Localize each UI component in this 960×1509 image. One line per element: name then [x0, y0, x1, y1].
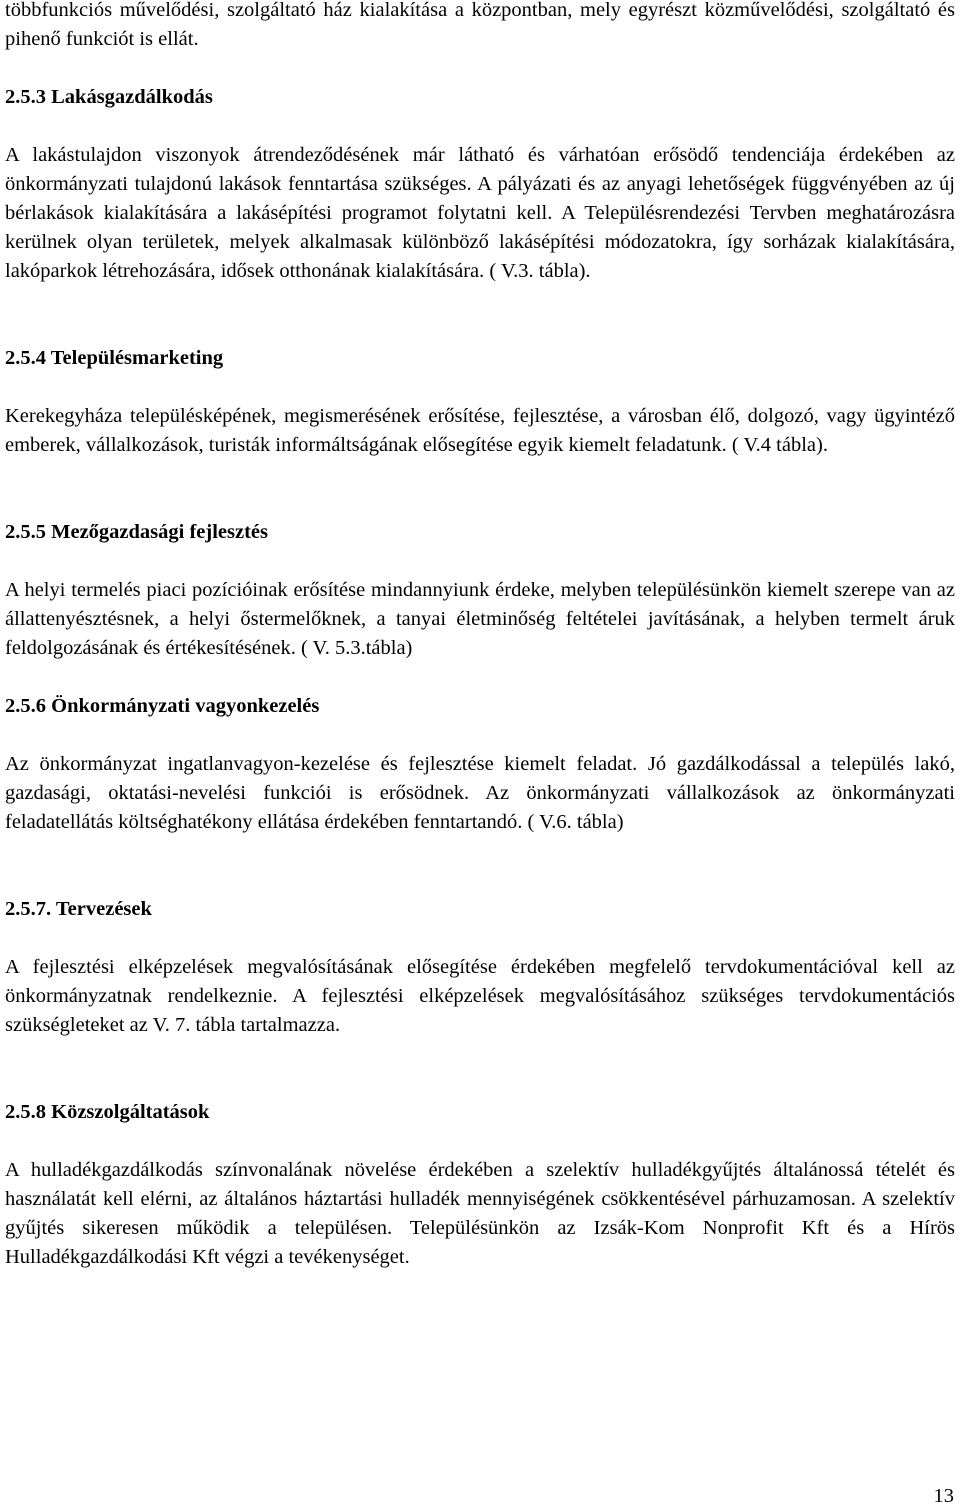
section-heading-lakasgazdalkodas: 2.5.3 Lakásgazdálkodás — [5, 86, 213, 108]
section-paragraph-telepulesmarketing: Kerekegyháza településképének, megismerésének erősítése, fejlesztése, a városban élő, dolgozó, vagy ügyintéző emberek, vállalkozások, turisták informáltságának elősegítése egyik kiemelt feladatunk. ( V.4 tábla). — [5, 405, 955, 456]
section-paragraph-mezogazdasagi-fejlesztes: A helyi termelés piaci pozícióinak erősítése mindannyiunk érdeke, melyben településünkön kiemelt szerepe van az állattenyésztésnek, a helyi őstermelőknek, a tanyai életminőség feltételei javításának, a helyben termelt áruk feldolgozásának és értékesítésének. ( V. 5.3.tábla) — [5, 579, 955, 659]
section-paragraph-lakasgazdalkodas: A lakástulajdon viszonyok átrendeződésének már látható és várhatóan erősödő tendenciája érdekében az önkormányzati tulajdonú lakások fenntartása szükséges. A pályázati és az anyagi lehetőségek függvényében az új bérlakások kialakítására a lakásépítési programot folytatni kell. A Településrendezési Tervben meghatározásra kerülnek olyan területek, melyek alkalmasak különböző lakásépítési módozatokra, így sorházak kialakítására, lakóparkok létrehozására, idősek otthonának kialakítására. ( V.3. tábla). — [5, 144, 955, 282]
section-heading-tervezesek: 2.5.7. Tervezések — [5, 898, 152, 920]
section-heading-kozszolgaltatasok: 2.5.8 Közszolgáltatások — [5, 1101, 210, 1123]
intro-paragraph: többfunkciós művelődési, szolgáltató ház kialakítása a központban, mely egyrészt közművelődési, szolgáltató és pihenő funkciót is ellát. — [5, 0, 955, 50]
section-paragraph-tervezesek: A fejlesztési elképzelések megvalósításának elősegítése érdekében megfelelő tervdokumentációval kell az önkormányzatnak rendelkeznie. A fejlesztési elképzelések megvalósításához szükséges tervdokumentációs szükségleteket az V. 7. tábla tartalmazza. — [5, 956, 955, 1036]
document-page — [5, 0, 955, 1272]
section-heading-telepulesmarketing: 2.5.4 Településmarketing — [5, 347, 224, 369]
section-heading-mezogazdasagi-fejlesztes: 2.5.5 Mezőgazdasági fejlesztés — [5, 521, 268, 543]
section-paragraph-onkormanyzati-vagyonkezeles: Az önkormányzat ingatlanvagyon-kezelése és fejlesztése kiemelt feladat. Jó gazdálkodással a település lakó, gazdasági, oktatási-nevelési funkciói is erősödnek. Az önkormányzati vállalkozások az önkormányzati feladatellátás költséghatékony ellátása érdekében fenntartandó. ( V.6. tábla) — [5, 753, 955, 833]
section-heading-onkormanyzati-vagyonkezeles: 2.5.6 Önkormányzati vagyonkezelés — [5, 695, 320, 717]
section-paragraph-kozszolgaltatasok: A hulladékgazdálkodás színvonalának növelése érdekében a szelektív hulladékgyűjtés általánossá tételét és használatát kell elérni, az általános háztartási hulladék mennyiségének csökkentésével párhuzamosan. A szelektív gyűjtés sikeresen működik a településen. Településünkön az Izsák-Kom Nonprofit Kft és a Hírös Hulladékgazdálkodási Kft végzi a tevékenységet. — [5, 1159, 955, 1268]
page-number: 13 — [933, 1485, 954, 1507]
